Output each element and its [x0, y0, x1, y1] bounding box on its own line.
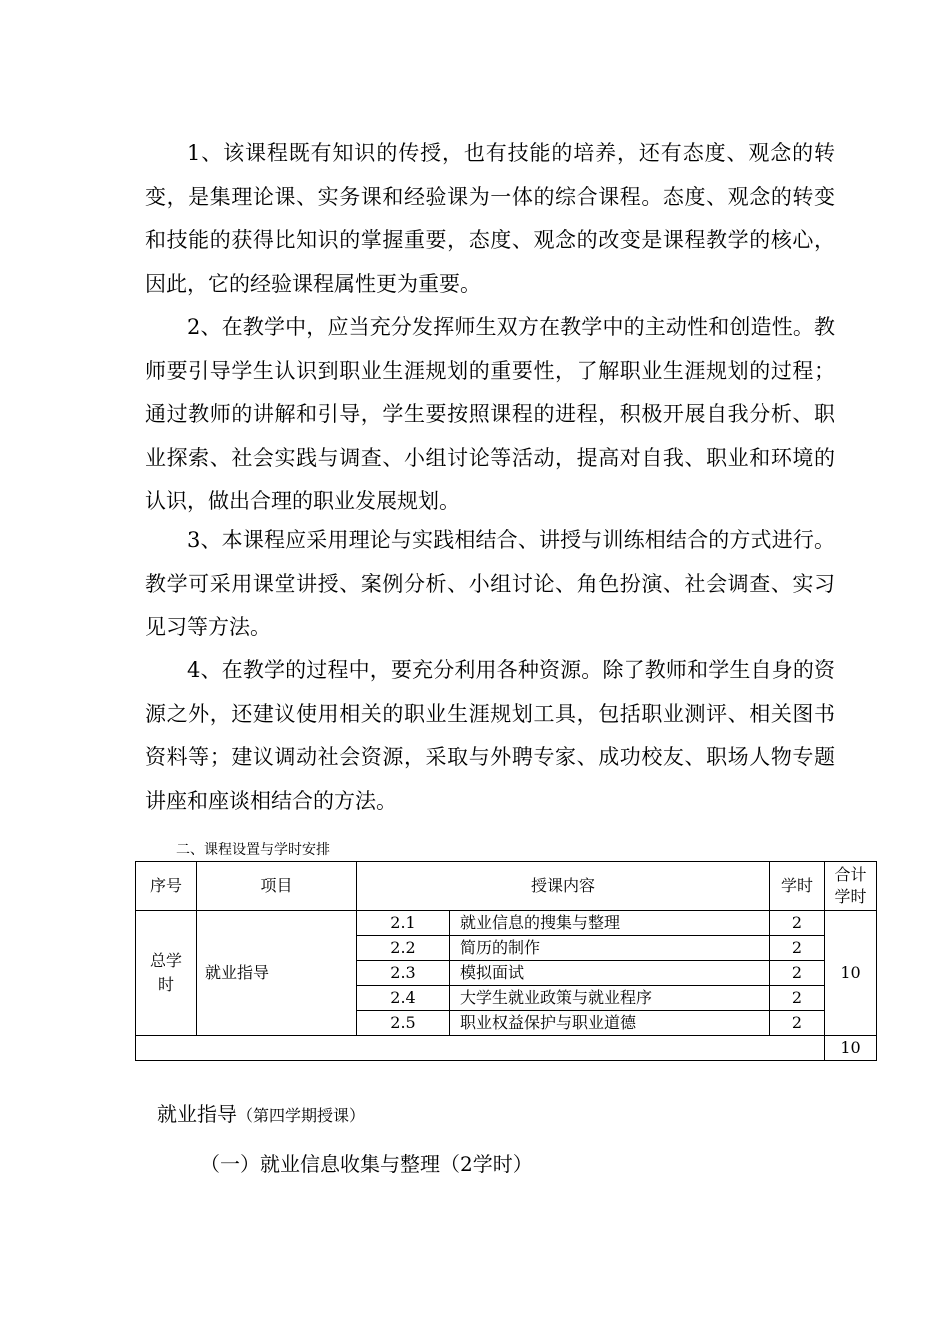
header-total-line1: 合计: [834, 865, 867, 884]
subsection-heading: （一）就业信息收集与整理（2学时）: [200, 1152, 533, 1176]
header-total-line2: 学时: [834, 887, 867, 906]
row-hours: 2: [770, 986, 825, 1011]
paragraph-3: 3、本课程应采用理论与实践相结合、讲授与训练相结合的方式进行。教学可采用课堂讲授、案例分析、小组讨论、角色扮演、社会调查、实习见习等方法。: [145, 528, 835, 639]
row-hours: 2: [770, 961, 825, 986]
table-caption: 二、课程设置与学时安排: [176, 842, 330, 858]
header-content: 授课内容: [357, 862, 770, 911]
row-number: 2.2: [357, 936, 450, 961]
row-hours: 2: [770, 1011, 825, 1036]
row-content: 就业信息的搜集与整理: [450, 911, 770, 936]
grand-total-row: [136, 1036, 877, 1061]
group-total-cell: 10: [825, 911, 877, 1036]
section-note: （第四学期授课）: [237, 1106, 366, 1125]
section-heading: [157, 1099, 365, 1131]
grand-total-spacer: [136, 1036, 825, 1061]
row-content: 职业权益保护与职业道德: [450, 1011, 770, 1036]
header-total-hours: [825, 862, 877, 911]
row-content: 模拟面试: [450, 961, 770, 986]
row-hours: 2: [770, 911, 825, 936]
group-seq-line1: 总学: [149, 951, 182, 970]
group-seq-cell: [136, 911, 197, 1036]
paragraph-2: 2、在教学中，应当充分发挥师生双方在教学中的主动性和创造性。教师要引导学生认识到职业生涯规划的重要性，了解职业生涯规划的过程；通过教师的讲解和引导，学生要按照课程的进程，积极开展自我分析、职业探索、社会实践与调查、小组讨论等活动，提高对自我、职业和环境的认识，做出合理的职业发展规划。: [145, 315, 835, 513]
row-number: 2.4: [357, 986, 450, 1011]
section-title: 就业指导: [157, 1102, 237, 1126]
header-seq: 序号: [136, 862, 197, 911]
row-hours: 2: [770, 936, 825, 961]
group-seq-line2: 时: [157, 975, 174, 994]
row-number: 2.1: [357, 911, 450, 936]
row-number: 2.3: [357, 961, 450, 986]
paragraph-1: 1、该课程既有知识的传授，也有技能的培养，还有态度、观念的转变，是集理论课、实务课和经验课为一体的综合课程。态度、观念的转变和技能的获得比知识的掌握重要，态度、观念的改变是课程教学的核心，因此，它的经验课程属性更为重要。: [145, 141, 835, 296]
paragraph-4: 4、在教学的过程中，要充分利用各种资源。除了教师和学生自身的资源之外，还建议使用相关的职业生涯规划工具，包括职业测评、相关图书资料等；建议调动社会资源，采取与外聘专家、成功校友、职场人物专题讲座和座谈相结合的方法。: [145, 658, 835, 813]
group-item-cell: 就业指导: [197, 911, 357, 1036]
row-content: 简历的制作: [450, 936, 770, 961]
table-header-row: [136, 862, 877, 911]
table-row: [136, 911, 877, 936]
row-number: 2.5: [357, 1011, 450, 1036]
course-schedule-table: [135, 861, 877, 1061]
header-item: 项目: [197, 862, 357, 911]
row-content: 大学生就业政策与就业程序: [450, 986, 770, 1011]
header-hours: 学时: [770, 862, 825, 911]
grand-total-cell: 10: [825, 1036, 877, 1061]
